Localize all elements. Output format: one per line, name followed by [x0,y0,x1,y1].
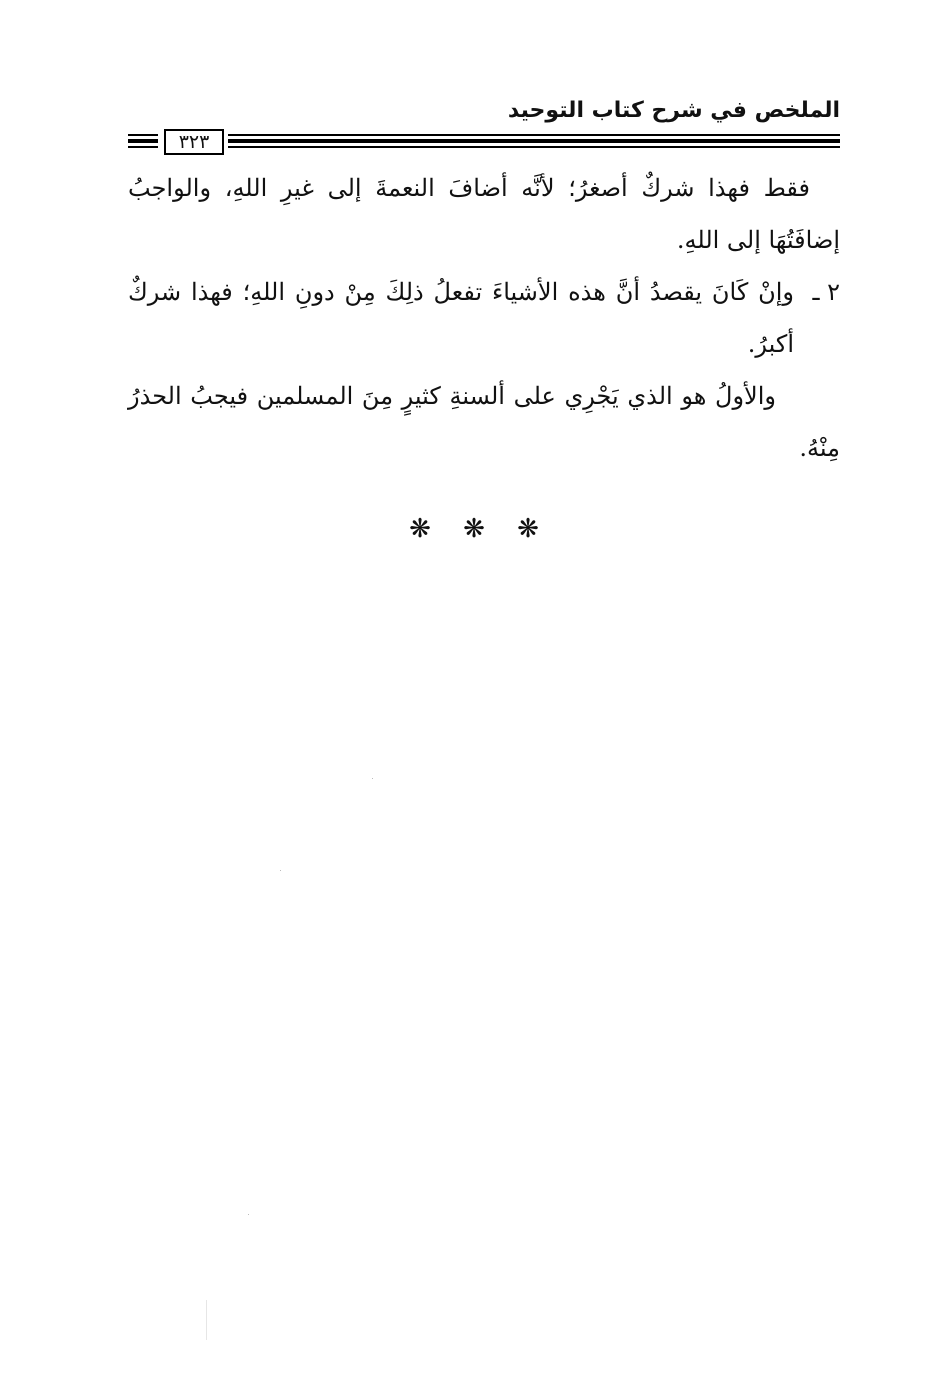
header-rule-long [228,139,840,143]
page-body [128,162,840,474]
header-rule-short [128,139,158,143]
separator-star-icon: ❋ [463,514,485,544]
page-number: ٣٢٣ [164,129,224,155]
running-header-title: الملخص في شرح كتاب التوحيد [507,98,840,123]
section-separator [0,514,948,544]
scan-speck [372,778,373,779]
paragraph-3: والأولُ هو الذي يَجْرِي على ألسنةِ كثيرٍ مِنَ المسلمين فيجبُ الحذرُ مِنْهُ. [128,382,840,462]
item-number: ٢ ـ [812,278,840,306]
scan-speck [280,870,281,871]
paragraph-1: فقط فهذا شركٌ أصغرُ؛ لأنَّه أضافَ النعمةَ إلى غيرِ اللهِ، والواجبُ إضافَتُهَا إلى اللهِ. [128,174,840,254]
header-rule [128,129,840,153]
scan-speck [248,1214,249,1215]
numbered-item-2 [128,266,840,370]
scan-speck [206,1300,207,1340]
separator-star-icon: ❋ [409,514,431,544]
separator-star-icon: ❋ [517,514,539,544]
item-text: وإنْ كَانَ يقصدُ أنَّ هذه الأشياءَ تفعلُ ذلِكَ مِنْ دونِ اللهِ؛ فهذا شركٌ أكبرُ. [128,278,794,358]
